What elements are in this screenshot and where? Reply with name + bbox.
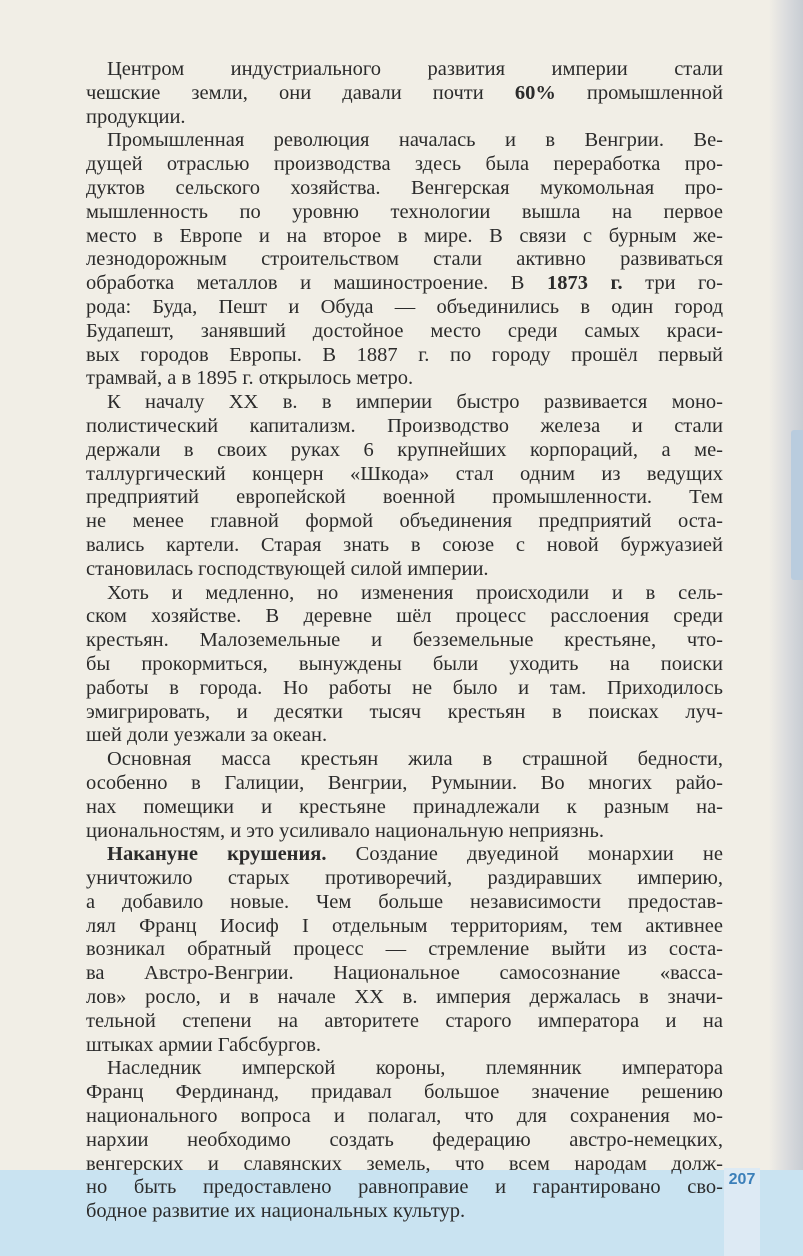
- text-run: Наследник имперской короны, племянник императора: [107, 1057, 723, 1080]
- text-line: [86, 296, 723, 320]
- paragraph: [86, 58, 723, 129]
- text-line: [86, 962, 723, 986]
- text-run: лов» росло, и в начале XX в. империя держалась в значи-: [86, 986, 723, 1009]
- body-text: [86, 58, 723, 1224]
- text-line: [86, 486, 723, 510]
- text-run: дущей отраслью производства здесь была переработка про-: [86, 153, 723, 176]
- text-line: [86, 177, 723, 201]
- text-line: [86, 1129, 723, 1153]
- text-run: ском хозяйстве. В деревне шёл процесс расслоения среди: [86, 605, 723, 628]
- text-run: штыках армии Габсбургов.: [86, 1033, 322, 1056]
- text-line: [86, 915, 723, 939]
- paragraph: [86, 582, 723, 749]
- text-line: [86, 1034, 723, 1058]
- text-run: Промышленная революция началась и в Венгрии. Ве-: [107, 129, 723, 152]
- paragraph: [86, 843, 723, 1057]
- paragraph: [86, 1057, 723, 1224]
- text-run: Основная масса крестьян жила в страшной бедности,: [107, 748, 723, 771]
- text-run: шей доли уезжали за океан.: [86, 724, 328, 747]
- text-line: [86, 677, 723, 701]
- side-tab: [791, 430, 803, 580]
- bold-text: 60%: [514, 81, 556, 104]
- text-line: [86, 106, 723, 130]
- text-run: продукции.: [86, 105, 186, 128]
- text-line: [86, 867, 723, 891]
- text-run: а добавило новые. Чем больше независимости предостав-: [86, 890, 723, 913]
- text-run: дуктов сельского хозяйства. Венгерская мукомольная про-: [86, 176, 723, 199]
- text-line: [86, 1010, 723, 1034]
- text-run: Хоть и медленно, но изменения происходили и в сель-: [107, 581, 723, 604]
- text-line: [86, 558, 723, 582]
- text-run: Создание двуединой монархии не: [326, 843, 723, 866]
- text-line: [86, 1176, 723, 1200]
- paragraph: [86, 129, 723, 391]
- text-run: крестьян. Малоземельные и безземельные крестьяне, что-: [86, 629, 723, 652]
- text-run: работы в города. Но работы не было и там. Приходилось: [86, 676, 723, 699]
- text-line: [86, 272, 723, 296]
- bold-text: 1873 г.: [546, 272, 623, 295]
- text-run: но быть предоставлено равноправие и гарантировано сво-: [86, 1176, 723, 1199]
- text-line: [86, 82, 723, 106]
- text-run: становилась господствующей силой империи.: [86, 557, 489, 580]
- text-line: [86, 391, 723, 415]
- bold-text: Накануне крушения.: [107, 843, 327, 866]
- text-line: [86, 344, 723, 368]
- text-run: чешские земли, они давали почти: [86, 81, 515, 104]
- text-run: обработка металлов и машиностроение. В: [86, 272, 547, 295]
- text-run: таллургический концерн «Шкода» стал одним из ведущих: [86, 462, 723, 485]
- text-run: место в Европе и на второе в мире. В связи с бурным же-: [86, 224, 723, 247]
- text-run: вых городов Европы. В 1887 г. по городу прошёл первый: [86, 343, 723, 366]
- text-run: держали в своих руках 6 крупнейших корпораций, а ме-: [86, 438, 723, 461]
- text-run: трамвай, а в 1895 г. открылось метро.: [86, 367, 414, 390]
- text-line: [86, 248, 723, 272]
- text-run: Будапешт, занявший достойное место среди самых краси-: [86, 319, 723, 342]
- text-line: [86, 772, 723, 796]
- text-run: бы прокормиться, вынуждены были уходить на поиски: [86, 652, 723, 675]
- text-line: [86, 58, 723, 82]
- text-line: [86, 843, 723, 867]
- text-line: [86, 1200, 723, 1224]
- text-run: уничтожило старых противоречий, раздиравших империю,: [86, 867, 723, 890]
- text-run: предприятий европейской военной промышленности. Тем: [86, 486, 723, 509]
- text-line: [86, 225, 723, 249]
- text-run: три го-: [622, 272, 724, 295]
- text-line: [86, 820, 723, 844]
- text-run: тельной степени на авторитете старого императора и на: [86, 1009, 723, 1032]
- text-line: [86, 891, 723, 915]
- text-run: нах помещики и крестьяне принадлежали к разным на-: [86, 795, 723, 818]
- text-line: [86, 534, 723, 558]
- text-run: особенно в Галиции, Венгрии, Румынии. Во многих райо-: [86, 771, 723, 794]
- text-run: возникал обратный процесс — стремление выйти из соста-: [86, 938, 723, 961]
- text-run: вались картели. Старая знать в союзе с новой буржуазией: [86, 533, 723, 556]
- text-run: лезнодорожным строительством стали активно развиваться: [86, 248, 723, 271]
- text-line: [86, 439, 723, 463]
- text-line: [86, 415, 723, 439]
- text-line: [86, 986, 723, 1010]
- text-line: [86, 1081, 723, 1105]
- text-line: [86, 201, 723, 225]
- paragraph: [86, 748, 723, 843]
- text-line: [86, 129, 723, 153]
- page-edge-shadow: [769, 0, 803, 1256]
- text-line: [86, 153, 723, 177]
- text-run: национального вопроса и полагал, что для сохранения мо-: [86, 1105, 723, 1128]
- text-line: [86, 629, 723, 653]
- text-run: лял Франц Иосиф I отдельным территориям, тем активнее: [86, 914, 723, 937]
- text-line: [86, 724, 723, 748]
- text-run: К началу XX в. в империи быстро развивается моно-: [107, 391, 723, 414]
- text-run: рода: Буда, Пешт и Обуда — объединились в один город: [86, 295, 723, 318]
- text-line: [86, 653, 723, 677]
- text-line: [86, 938, 723, 962]
- text-line: [86, 701, 723, 725]
- text-run: бодное развитие их национальных культур.: [86, 1200, 466, 1223]
- page-number-tab: [724, 1168, 760, 1256]
- text-run: венгерских и славянских земель, что всем народам долж-: [86, 1152, 723, 1175]
- text-run: Центром индустриального развития империи стали: [107, 58, 723, 80]
- text-line: [86, 748, 723, 772]
- text-line: [86, 605, 723, 629]
- text-line: [86, 510, 723, 534]
- text-run: ва Австро-Венгрии. Национальное самосознание «васса-: [86, 962, 723, 985]
- text-line: [86, 796, 723, 820]
- text-line: [86, 367, 723, 391]
- text-run: не менее главной формой объединения предприятий оста-: [86, 510, 723, 533]
- text-line: [86, 582, 723, 606]
- text-run: промышленной: [555, 81, 724, 104]
- text-run: мышленность по уровню технологии вышла на первое: [86, 200, 723, 223]
- page-number: 207: [728, 1171, 756, 1188]
- paragraph: [86, 391, 723, 581]
- text-line: [86, 1105, 723, 1129]
- text-run: полистический капитализм. Производство железа и стали: [86, 414, 723, 437]
- text-line: [86, 1057, 723, 1081]
- text-line: [86, 463, 723, 487]
- text-run: эмигрировать, и десятки тысяч крестьян в поисках луч-: [86, 700, 723, 723]
- text-line: [86, 1153, 723, 1177]
- text-run: нархии необходимо создать федерацию австро-немецких,: [86, 1128, 723, 1151]
- text-line: [86, 320, 723, 344]
- text-run: циональностям, и это усиливало национальную неприязнь.: [86, 819, 604, 842]
- text-run: Франц Фердинанд, придавал большое значение решению: [86, 1081, 723, 1104]
